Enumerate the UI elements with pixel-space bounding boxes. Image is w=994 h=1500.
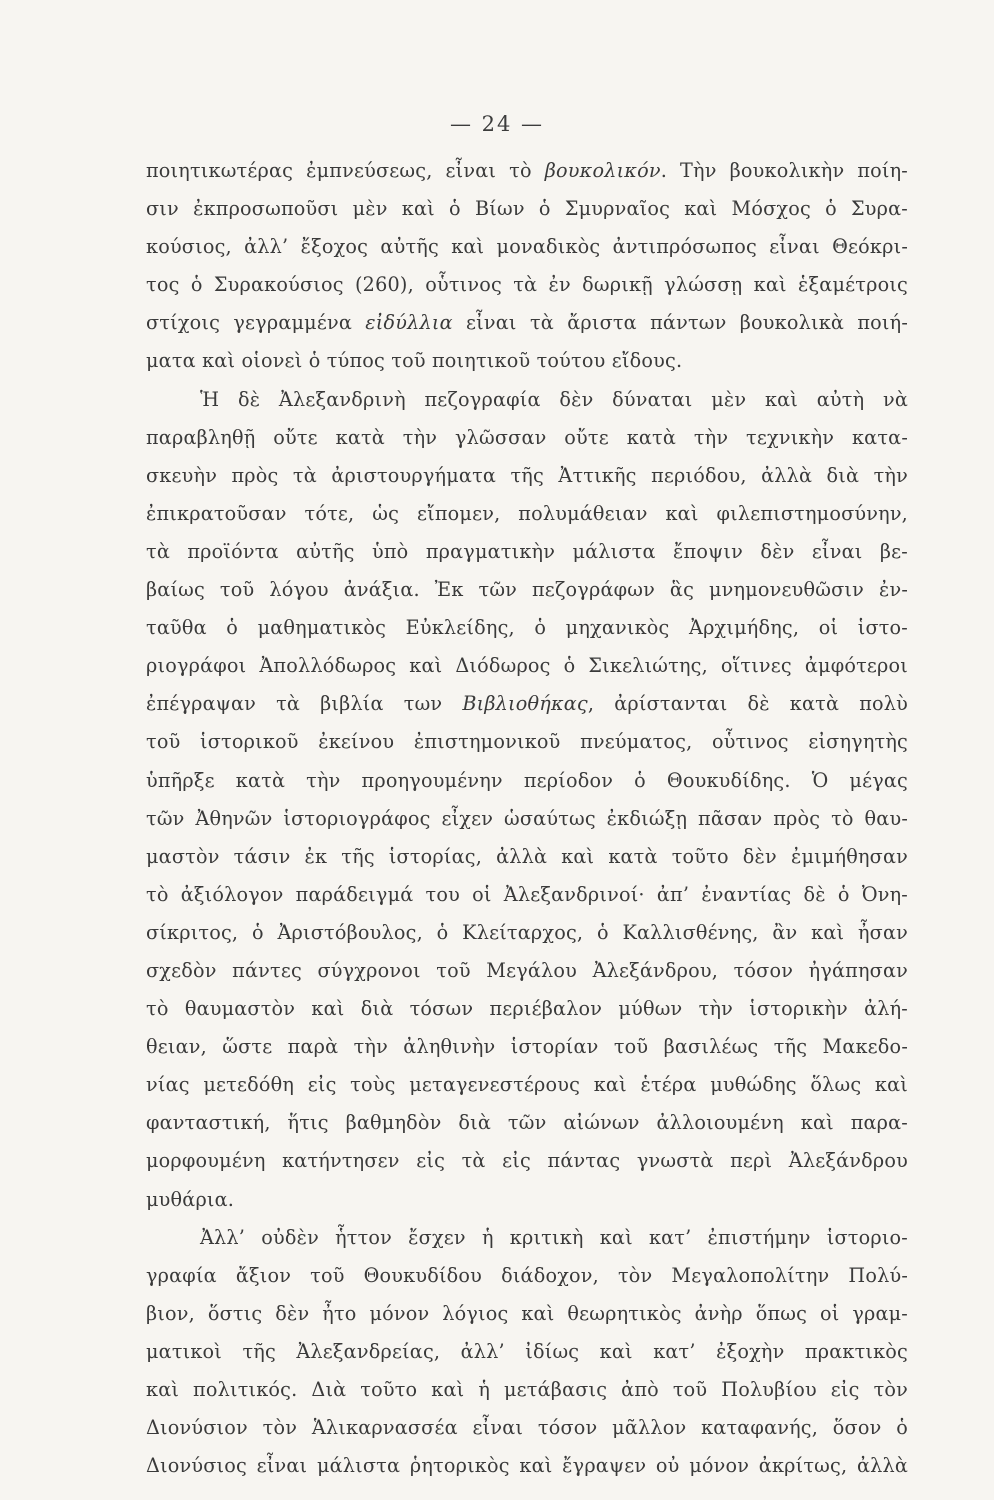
text-line: ὑπῆρξε κατὰ τὴν προηγουμένην περίοδον ὁ Θουκυδίδης. Ὁ μέγας — [146, 768, 908, 792]
text-line: Διονύσιον τὸν Ἁλικαρνασσέα εἶναι τόσον μᾶλλον καταφανής, ὅσον ὁ — [146, 1416, 908, 1440]
text-segment: . Τὴν βουκολικὴν ποίη- — [660, 159, 908, 182]
text-line: μυθάρια. — [146, 1187, 235, 1211]
text-line: βιον, ὅστις δὲν ἦτο μόνον λόγιος καὶ θεωρητικὸς ἀνὴρ ὅπως οἱ γραμ- — [146, 1301, 908, 1325]
text-line: Ἀλλ’ οὐδὲν ἧττον ἔσχεν ἡ κριτικὴ καὶ κατ’ ἐπιστήμην ἱστοριο- — [200, 1225, 908, 1249]
text-line: ματα καὶ οἱονεὶ ὁ τύπος τοῦ ποιητικοῦ τούτου εἴδους. — [146, 349, 683, 373]
text-line: καὶ πολιτικός. Διὰ τοῦτο καὶ ἡ μετάβασις ἀπὸ τοῦ Πολυβίου εἰς τὸν — [146, 1378, 908, 1401]
text-line: μαστὸν τάσιν ἐκ τῆς ἱστορίας, ἀλλὰ καὶ κατὰ τοῦτο δὲν ἐμιμήθησαν — [146, 844, 908, 868]
text-line: σιν ἐκπροσωποῦσι μὲν καὶ ὁ Βίων ὁ Σμυρναῖος καὶ Μόσχος ὁ Συρα- — [146, 197, 908, 221]
text-segment: ποιητικωτέρας ἐμπνεύσεως, εἶναι τὸ — [146, 159, 532, 182]
text-line: γραφία ἄξιον τοῦ Θουκυδίδου διάδοχον, τὸν Μεγαλοπολίτην Πολύ- — [146, 1263, 908, 1287]
page-number: — 24 — — [449, 112, 545, 136]
text-line: τὸ ἀξιόλογον παράδειγμά του οἱ Ἀλεξανδρινοί· ἀπ’ ἐναντίας δὲ ὁ Ὀνη- — [146, 882, 908, 906]
text-line — [146, 304, 908, 342]
text-line: τὸ θαυμαστὸν καὶ διὰ τόσων περιέβαλον μύθων τὴν ἱστορικὴν ἀλή- — [146, 997, 908, 1021]
text-line: τῶν Ἀθηνῶν ἱστοριογράφος εἶχεν ὡσαύτως ἐκδιώξῃ πᾶσαν πρὸς τὸ θαυ- — [146, 806, 908, 830]
text-line: παραβληθῇ οὔτε κατὰ τὴν γλῶσσαν οὔτε κατὰ τὴν τεχνικὴν κατα- — [146, 425, 908, 449]
text-line: ἐπικρατοῦσαν τότε, ὡς εἴπομεν, πολυμάθειαν καὶ φιλεπιστημοσύνην, — [146, 501, 908, 525]
text-line: ριογράφοι Ἀπολλόδωρος καὶ Διόδωρος ὁ Σικελιώτης, οἵτινες ἀμφότεροι — [146, 654, 908, 678]
italic-term: βουκολικόν — [544, 159, 661, 182]
text-line: ταῦθα ὁ μαθηματικὸς Εὐκλείδης, ὁ μηχανικὸς Ἀρχιμήδης, οἱ ἱστο- — [146, 616, 908, 640]
body-text — [146, 152, 908, 1485]
text-line: Διονύσιος εἶναι μάλιστα ῥητορικὸς καὶ ἔγραψεν οὐ μόνον ἀκρίτως, ἀλλὰ — [146, 1454, 908, 1478]
text-line — [146, 685, 908, 723]
italic-term: Βιβλιοθήκας — [462, 692, 588, 716]
text-line: ματικοὶ τῆς Ἀλεξανδρείας, ἀλλ’ ἰδίως καὶ κατ’ ἐξοχὴν πρακτικὸς — [146, 1339, 908, 1363]
text-line: θειαν, ὥστε παρὰ τὴν ἀληθινὴν ἱστορίαν τοῦ βασιλέως τῆς Μακεδο- — [146, 1035, 908, 1059]
text-line: σχεδὸν πάντες σύγχρονοι τοῦ Μεγάλου Ἀλεξάνδρου, τόσον ἠγάπησαν — [146, 958, 908, 982]
text-line: νίας μετεδόθη εἰς τοὺς μεταγενεστέρους καὶ ἑτέρα μυθώδης ὅλως καὶ — [146, 1073, 908, 1097]
text-line: σίκριτος, ὁ Ἀριστόβουλος, ὁ Κλείταρχος, ὁ Καλλισθένης, ἂν καὶ ἦσαν — [146, 920, 908, 944]
text-line: βαίως τοῦ λόγου ἀνάξια. Ἐκ τῶν πεζογράφων ἃς μνημονευθῶσιν ἐν- — [146, 578, 908, 602]
text-line: φανταστική, ἥτις βαθμηδὸν διὰ τῶν αἰώνων ἀλλοιουμένη καὶ παρα- — [146, 1111, 908, 1135]
text-line: κούσιος, ἀλλ’ ἔξοχος αὐτῆς καὶ μοναδικὸς ἀντιπρόσωπος εἶναι Θεόκρι- — [146, 235, 908, 259]
text-segment: εἶναι τὰ ἄριστα πάντων βουκολικὰ ποιή- — [466, 311, 909, 335]
text-segment: ἐπέγραψαν τὰ βιβλία των — [146, 692, 443, 716]
text-line: σκευὴν πρὸς τὰ ἀριστουργήματα τῆς Ἀττικῆς περιόδου, ἀλλὰ διὰ τὴν — [146, 463, 908, 487]
text-line: τος ὁ Συρακούσιος (260), οὗτινος τὰ ἐν δωρικῇ γλώσσῃ καὶ ἑξαμέτροις — [146, 273, 908, 297]
text-segment: , ἀρίστανται δὲ κατὰ πολὺ — [587, 692, 908, 716]
text-line: τὰ προϊόντα αὐτῆς ὑπὸ πραγματικὴν μάλιστα ἔποψιν δὲν εἶναι βε- — [146, 539, 908, 563]
text-segment: στίχοις γεγραμμένα — [146, 311, 352, 335]
italic-term: εἰδύλλια — [365, 311, 453, 335]
text-line — [146, 152, 908, 190]
text-line: Ἡ δὲ Ἀλεξανδρινὴ πεζογραφία δὲν δύναται μὲν καὶ αὐτὴ νὰ — [200, 387, 908, 411]
text-line: τοῦ ἱστορικοῦ ἐκείνου ἐπιστημονικοῦ πνεύματος, οὗτινος εἰσηγητὴς — [146, 730, 908, 754]
text-line: μορφουμένη κατήντησεν εἰς τὰ εἰς πάντας γνωστὰ περὶ Ἀλεξάνδρου — [146, 1149, 908, 1173]
